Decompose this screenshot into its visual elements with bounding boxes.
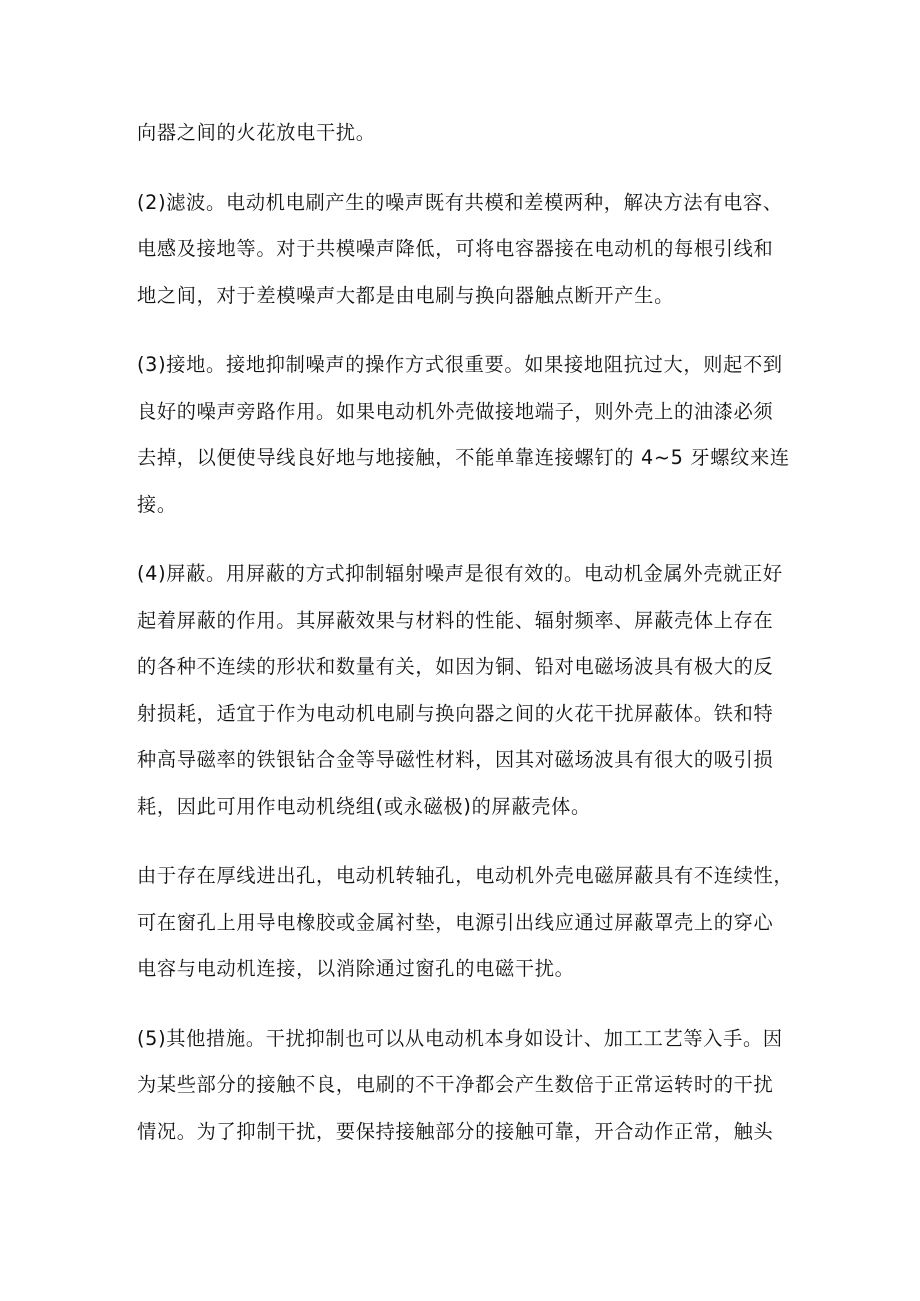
paragraph-shielding	[137, 551, 797, 830]
text-line: 去掉，以便使导线良好地与地接触，不能单靠连接螺钉的 4~5 牙螺纹来连	[137, 446, 790, 469]
text-line: 电感及接地等。对于共模噪声降低，可将电容器接在电动机的每根引线和	[137, 237, 774, 260]
text-line: 可在窗孔上用导电橡胶或金属衬垫，电源引出线应通过屏蔽罩壳上的穿心	[137, 910, 774, 934]
text-line: 电容与电动机连接，以消除通过窗孔的电磁干扰。	[137, 957, 575, 980]
text-line: (5)其他措施。干扰抑制也可以从电动机本身如设计、加工工艺等入手。因	[137, 1026, 783, 1050]
text-line: 由于存在厚线进出孔，电动机转轴孔，电动机外壳电磁屏蔽具有不连续性，	[137, 864, 794, 887]
text-line: (4)屏蔽。用屏蔽的方式抑制辐射噪声是很有效的。电动机金属外壳就正好	[137, 562, 783, 585]
paragraph-other-measures	[137, 1016, 797, 1156]
text-line: 良好的噪声旁路作用。如果电动机外壳做接地端子，则外壳上的油漆必须	[137, 399, 774, 423]
paragraph-filtering	[137, 180, 797, 320]
text-line: 接。	[137, 492, 177, 516]
text-line: (2)滤波。电动机电刷产生的噪声既有共模和差模两种，解决方法有电容、	[137, 190, 783, 214]
text-line: 种高导磁率的铁银钻合金等导磁性材料，因其对磁场波具有很大的吸引损	[137, 748, 774, 771]
document-body	[137, 110, 797, 1178]
text-line: 起着屏蔽的作用。其屏蔽效果与材料的性能、辐射频率、屏蔽壳体上存在	[137, 608, 774, 632]
text-line: 为某些部分的接触不良，电刷的不干净都会产生数倍于正常运转时的干扰	[137, 1073, 774, 1096]
text-line: 射损耗，适宜于作为电动机电刷与换向器之间的火花干扰屏蔽体。铁和特	[137, 701, 774, 725]
paragraph-shield-openings	[137, 853, 797, 993]
text-line: 耗，因此可用作电动机绕组(或永磁极)的屏蔽壳体。	[137, 794, 591, 818]
text-line: (3)接地。接地抑制噪声的操作方式很重要。如果接地阻抗过大，则起不到	[137, 353, 783, 376]
text-line: 的各种不连续的形状和数量有关，如因为铜、铅对电磁场波具有极大的反	[137, 655, 774, 678]
text-line: 向器之间的火花放电干扰。	[137, 121, 376, 144]
text-line: 地之间，对于差模噪声大都是由电刷与换向器触点断开产生。	[137, 283, 674, 307]
paragraph-grounding	[137, 342, 797, 528]
text-line: 情况。为了抑制干扰，要保持接触部分的接触可靠，开合动作正常，触头	[137, 1119, 774, 1143]
paragraph-continuation	[137, 110, 797, 157]
